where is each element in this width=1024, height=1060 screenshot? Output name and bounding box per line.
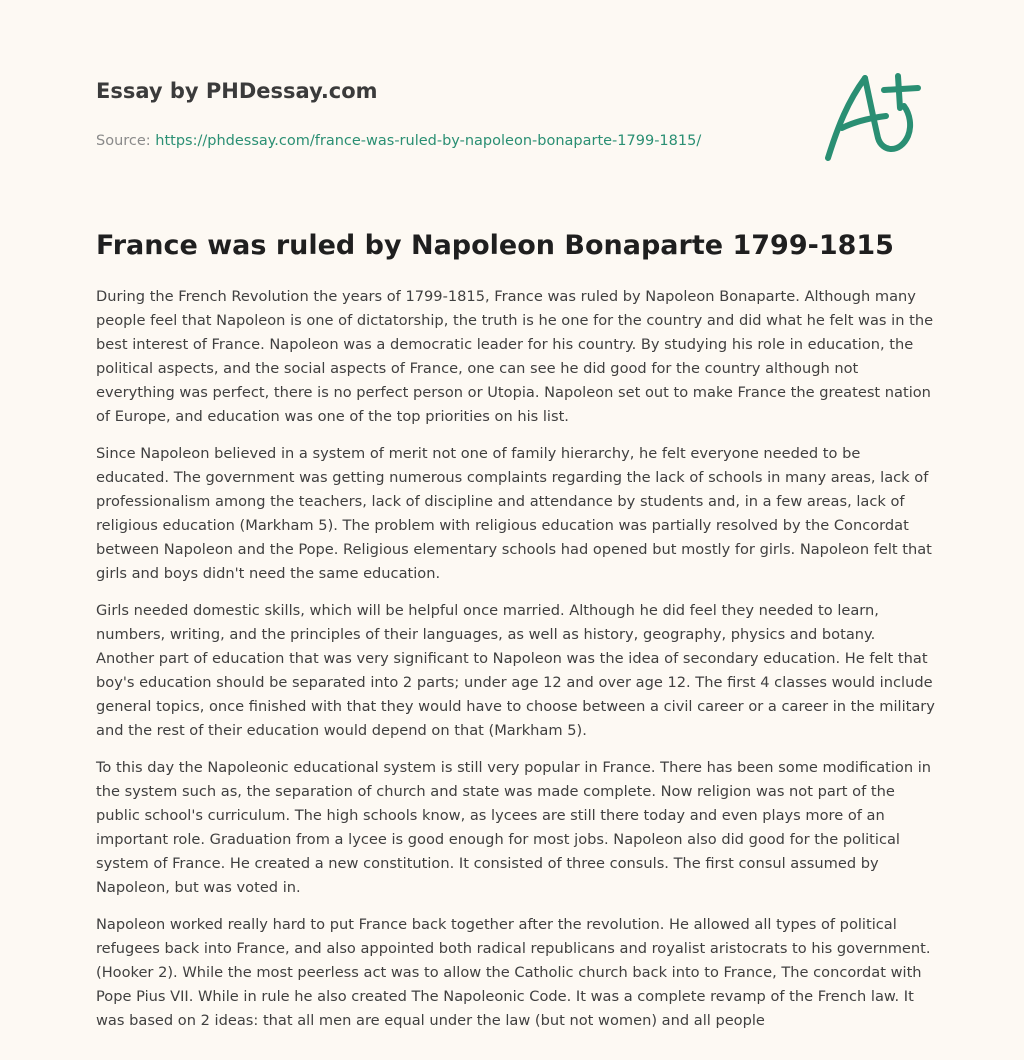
a-plus-grade-icon (820, 66, 930, 166)
essay-title: France was ruled by Napoleon Bonaparte 1799-1815 (96, 230, 894, 261)
essay-paragraph: To this day the Napoleonic educational system is still very popular in France. There has been some modification in the system such as, the separation of church and state was made complete. Now religion was not part of the public school's curriculum. The high schools know, as lycees are still there today and even plays more of an important role. Graduation from a lycee is good enough for most jobs. Napoleon also did good for the political system of France. He created a new constitution. It consisted of three consuls. The first consul assumed by Napoleon, but was voted in. (96, 759, 932, 896)
source-label: Source: (96, 133, 151, 149)
essay-paragraph: Since Napoleon believed in a system of merit not one of family hierarchy, he felt everyone needed to be educated. The government was getting numerous complaints regarding the lack of schools in many areas, lack of professionalism among the teachers, lack of discipline and attendance by students and, in a few areas, lack of religious education (Markham 5). The problem with religious education was partially resolved by the Concordat between Napoleon and the Pope. Religious elementary schools had opened but mostly for girls. Napoleon felt that girls and boys didn't need the same education. (96, 445, 932, 582)
essay-body (96, 285, 936, 1046)
essay-header (96, 76, 796, 151)
site-title: Essay by PHDessay.com (96, 79, 378, 103)
essay-paragraph: Napoleon worked really hard to put France back together after the revolution. He allowed all types of political refugees back into France, and also appointed both radical republicans and royalist aristocrats to his government. (Hooker 2). While the most peerless act was to allow the Catholic church back into to France, The concordat with Pope Pius VII. While in rule he also created The Napoleonic Code. It was a complete revamp of the French law. It was based on 2 ideas: that all men are equal under the law (but not women) and all people (96, 916, 931, 1029)
essay-paragraph: Girls needed domestic skills, which will be helpful once married. Although he did feel they needed to learn, numbers, writing, and the principles of their languages, as well as history, geography, physics and botany. Another part of education that was very significant to Napoleon was the idea of secondary education. He felt that boy's education should be separated into 2 parts; under age 12 and over age 12. The first 4 classes would include general topics, once finished with that they would have to choose between a civil career or a career in the military and the rest of their education would depend on that (Markham 5). (96, 602, 935, 739)
essay-paragraph: During the French Revolution the years of 1799-1815, France was ruled by Napoleon Bonaparte. Although many people feel that Napoleon is one of dictatorship, the truth is he one for the country and did what he felt was in the best interest of France. Napoleon was a democratic leader for his country. By studying his role in education, the political aspects, and the social aspects of France, one can see he did good for the country although not everything was perfect, there is no perfect person or Utopia. Napoleon set out to make France the greatest nation of Europe, and education was one of the top priorities on his list. (96, 288, 934, 425)
source-link[interactable]: https://phdessay.com/france-was-ruled-by-napoleon-bonaparte-1799-1815/ (155, 133, 702, 149)
source-line (96, 131, 796, 151)
